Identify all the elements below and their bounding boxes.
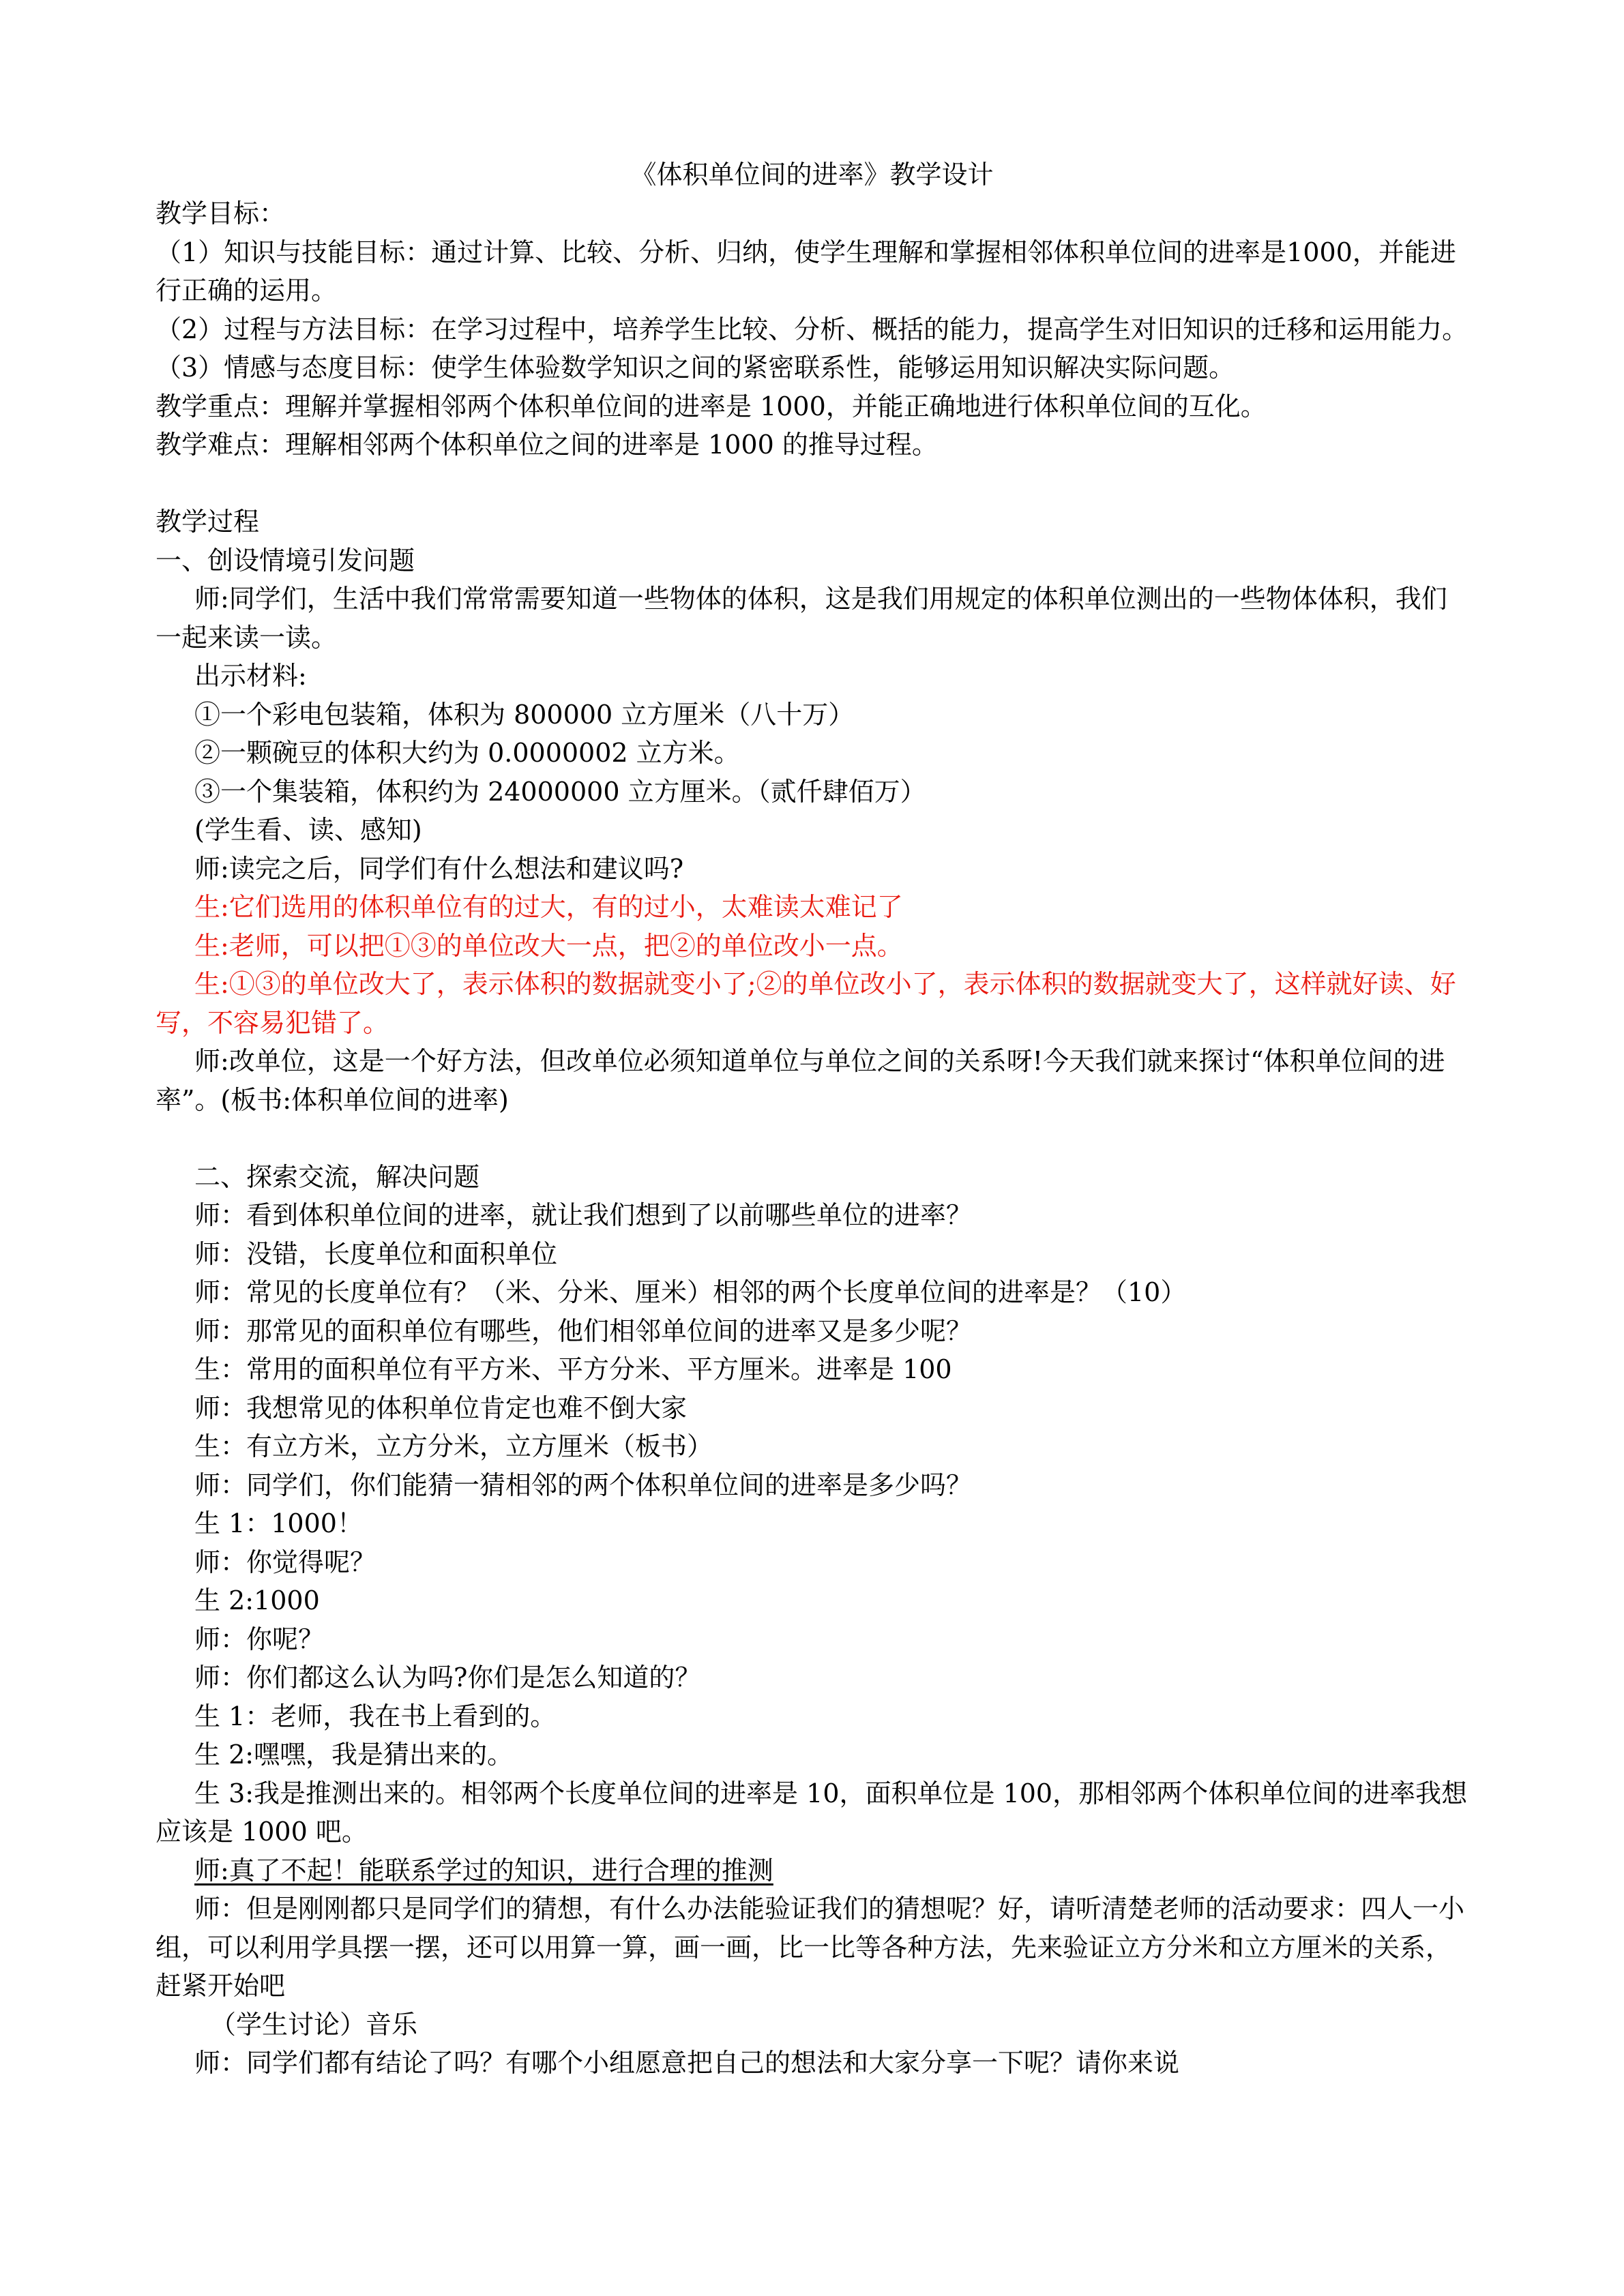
key-point: 教学重点：理解并掌握相邻两个体积单位间的进率是 1000，并能正确地进行体积单位间的互化。	[156, 391, 1267, 421]
teacher-line: 师:改单位，这是一个好方法，但改单位必须知道单位与单位之间的关系呀!今天我们就来探讨“体积单位间的进率”。(板书:体积单位间的进率)	[156, 1046, 1445, 1115]
dialogue-line: 生 2:1000	[194, 1585, 320, 1615]
student-response: 生:它们选用的体积单位有的过大，有的过小，太难读太难记了	[194, 892, 903, 922]
difficulty-point: 教学难点：理解相邻两个体积单位之间的进率是 1000 的推导过程。	[156, 430, 938, 460]
blank-line	[156, 1119, 1468, 1158]
dialogue-line: 师：你们都这么认为吗?你们是怎么知道的？	[194, 1663, 701, 1693]
material-item: ②一颗碗豆的体积大约为 0.0000002 立方米。	[194, 738, 740, 768]
blank-line	[156, 464, 1468, 503]
dialogue-line: 师：你呢？	[194, 1624, 325, 1654]
dialogue-line: 师：但是刚刚都只是同学们的猜想，有什么办法能验证我们的猜想呢？好，请听清楚老师的活动要求：四人一小组，可以利用学具摆一摆，还可以用算一算，画一画，比一比等各种方法，先来验证立方分米和立方厘米的关系，赶紧开始吧	[156, 1894, 1465, 2001]
dialogue-line: 师：常见的长度单位有？（米、分米、厘米）相邻的两个长度单位间的进率是？（10）	[194, 1277, 1187, 1307]
dialogue-line: 师：同学们，你们能猜一猜相邻的两个体积单位间的进率是多少吗？	[194, 1470, 973, 1500]
dialogue-line: 生 2:嘿嘿，我是猜出来的。	[194, 1740, 514, 1770]
student-response: 生:①③的单位改大了，表示体积的数据就变小了;②的单位改小了，表示体积的数据就变大了，这样就好读、好写，不容易犯错了。	[156, 969, 1456, 1038]
dialogue-line: 师：我想常见的体积单位肯定也难不倒大家	[194, 1392, 688, 1423]
underlined-text: 师:真了不起！能联系学过的知识，进行合理的推测	[194, 1855, 773, 1885]
goals-heading: 教学目标：	[156, 198, 286, 228]
goal-attitude: （3）情感与态度目标：使学生体验数学知识之间的紧密联系性，能够运用知识解决实际问题。	[156, 353, 1235, 383]
goal-process: （2）过程与方法目标：在学习过程中，培养学生比较、分析、概括的能力，提高学生对旧知识的迁移和运用能力。	[156, 314, 1468, 344]
dialogue-line: 生 1：1000！	[194, 1508, 363, 1538]
dialogue-line: 生 3:我是推测出来的。相邻两个长度单位间的进率是 10，面积单位是 100，那相邻两个体积单位间的进率我想应该是 1000 吧。	[156, 1778, 1468, 1847]
student-note: (学生看、读、感知)	[194, 815, 422, 845]
dialogue-line: 师：看到体积单位间的进率，就让我们想到了以前哪些单位的进率？	[194, 1200, 973, 1230]
dialogue-line: 师：同学们都有结论了吗？有哪个小组愿意把自己的想法和大家分享一下呢？请你来说	[194, 2048, 1180, 2078]
material-item: ①一个彩电包装箱，体积为 800000 立方厘米（八十万）	[194, 699, 855, 730]
dialogue-line: 生 1：老师，我在书上看到的。	[194, 1701, 557, 1731]
section1-heading: 一、创设情境引发问题	[156, 545, 415, 576]
document-title: 《体积单位间的进率》教学设计	[630, 160, 994, 190]
material-label: 出示材料:	[194, 661, 307, 691]
goal-knowledge: （1）知识与技能目标：通过计算、比较、分析、归纳，使学生理解和掌握相邻体积单位间的进率是1000，并能进行正确的运用。	[156, 237, 1456, 305]
process-heading: 教学过程	[156, 507, 260, 537]
teacher-line: 师:同学们，生活中我们常常需要知道一些物体的体积，这是我们用规定的体积单位测出的一些物体体积，我们一起来读一读。	[156, 584, 1447, 653]
teacher-line: 师:读完之后，同学们有什么想法和建议吗?	[194, 853, 684, 884]
material-item: ③一个集装箱，体积约为 24000000 立方厘米。（贰仟肆佰万）	[194, 776, 926, 807]
dialogue-line: 生：常用的面积单位有平方米、平方分米、平方厘米。进率是 100	[194, 1354, 952, 1384]
section2-heading: 二、探索交流，解决问题	[194, 1161, 480, 1192]
dialogue-line: 生：有立方米，立方分米，立方厘米（板书）	[194, 1431, 713, 1461]
dialogue-line: 师：那常见的面积单位有哪些，他们相邻单位间的进率又是多少呢？	[194, 1315, 973, 1346]
dialogue-line: 师：你觉得呢？	[194, 1547, 377, 1577]
document-body	[156, 194, 1468, 2083]
student-response: 生:老师，可以把①③的单位改大一点，把②的单位改小一点。	[194, 930, 903, 961]
dialogue-line: 师：没错，长度单位和面积单位	[194, 1238, 558, 1269]
dialogue-line: （学生讨论）音乐	[210, 2009, 418, 2040]
dialogue-line-underlined	[156, 1851, 1468, 1890]
